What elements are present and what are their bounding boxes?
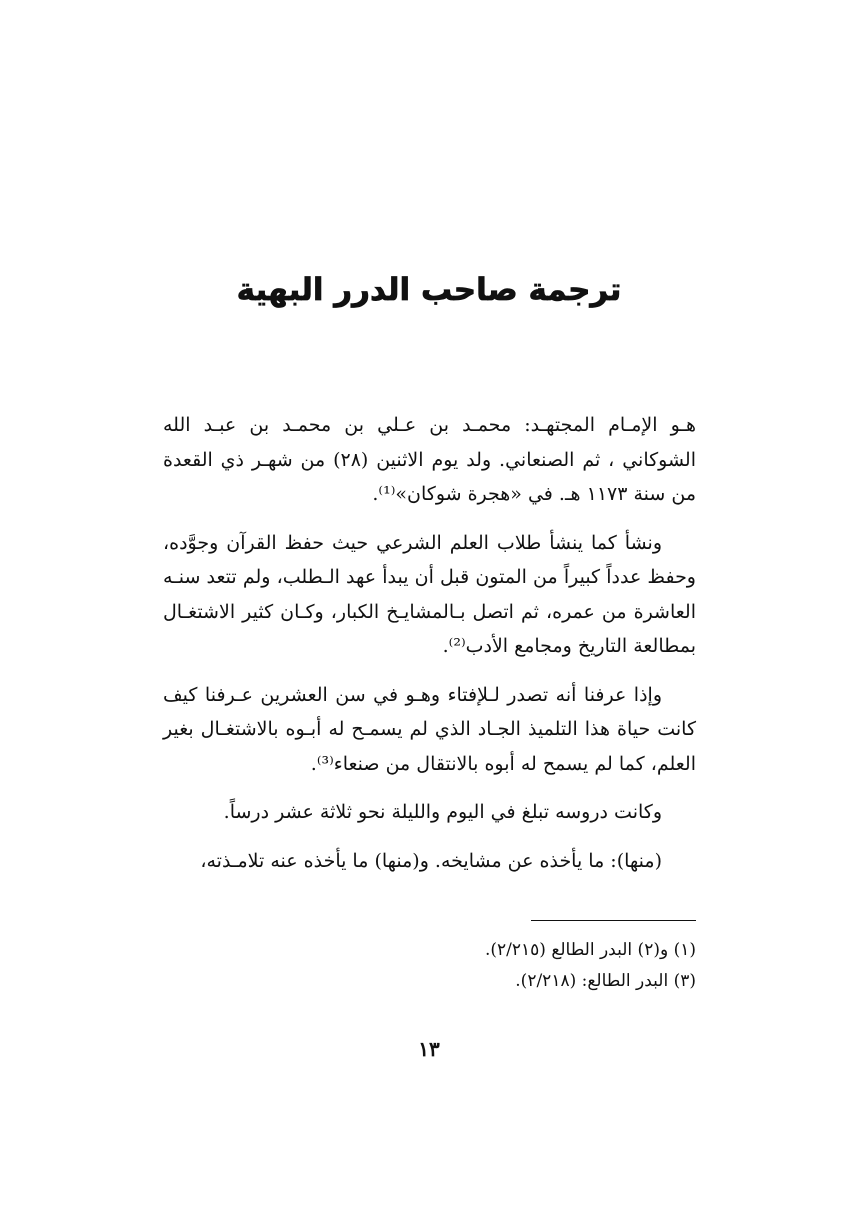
footnote-divider: [531, 920, 696, 921]
footnotes: [300, 935, 696, 997]
paragraph-1: هـو الإمـام المجتهـد: محمـد بن عـلي بن محمـد بن عبـد الله الشوكاني ، ثم الصنعاني. ولد يوم الاثنين (٢٨) من شهـر ذي القعدة من سنة ١١٧٣ هـ. في «هجرة شوكان»⁽¹⁾.: [163, 414, 696, 505]
footnote-1-2: (١) و(٢) البدر الطالع (٢/٢١٥).: [484, 940, 696, 960]
page-number: ١٣: [418, 1037, 440, 1061]
body-text: [163, 408, 696, 892]
paragraph-2: ونشأ كما ينشأ طلاب العلم الشرعي حيث حفظ القرآن وجوَّده، وحفظ عدداً كبيراً من المتون قبل أن يبدأ عهد الـطلب، ولم تتعد سنـه العاشرة من عمره، ثم اتصل بـالمشايـخ الكبار، وكـان كثير الاشتغـال بمطالعة التاريخ ومجامع الأدب⁽²⁾.: [163, 531, 696, 657]
paragraph-4: وكانت دروسه تبلغ في اليوم والليلة نحو ثلاثة عشر درساً.: [223, 801, 662, 823]
paragraph-5: (منها): ما يأخذه عن مشايخه. و(منها) ما يأخذه عنه تلامـذته،: [200, 849, 662, 872]
footnote-3: (٣) البدر الطالع: (٢/٢١٨).: [515, 971, 696, 991]
paragraph-3: وإذا عرفنا أنه تصدر لـلإفتاء وهـو في سن العشرين عـرفنا كيف كانت حياة هذا التلميذ الجـاد الذي لم يسمـح له أبـوه بالاشتغـال بغير العلم، كما لم يسمح له أبوه بالانتقال من صنعاء⁽³⁾.: [163, 683, 696, 775]
chapter-title: ترجمة صاحب الدرر البهية: [236, 272, 622, 308]
